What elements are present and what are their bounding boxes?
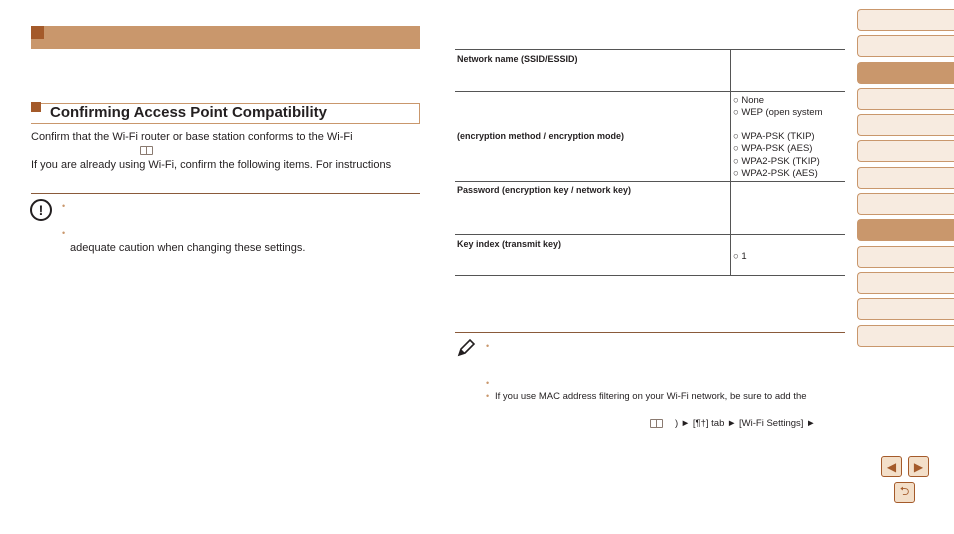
menu-path: ) ► [¶†] tab ► [Wi-Fi Settings] ► [675, 418, 816, 429]
arrow-right-icon: ▶ [913, 459, 924, 474]
arrow-left-icon: ◀ [886, 459, 897, 474]
notes-divider [455, 332, 845, 333]
book-icon[interactable] [650, 419, 663, 428]
table-option: ○ WPA2-PSK (TKIP) [733, 156, 820, 167]
next-page-button[interactable] [908, 456, 929, 477]
note-bullet-1: • [486, 341, 490, 351]
caution-divider [31, 193, 420, 194]
table-rule [455, 275, 845, 276]
table-column-divider [730, 49, 731, 275]
chapter-tab[interactable] [857, 114, 954, 136]
return-button[interactable] [894, 482, 915, 503]
chapter-tab[interactable] [857, 246, 954, 268]
chapter-tab-current[interactable] [857, 62, 954, 84]
intro-line-2: If you are already using Wi-Fi, confirm the following items. For instructions [31, 159, 392, 171]
prev-page-button[interactable] [881, 456, 902, 477]
chapter-header-bar [31, 26, 420, 49]
caution-bullet-1: • [62, 201, 66, 211]
table-option: ○ WEP (open system [733, 107, 823, 118]
chapter-header-marker [31, 26, 44, 39]
chapter-tab[interactable] [857, 298, 954, 320]
table-option: ○ None [733, 95, 765, 106]
book-icon[interactable] [140, 146, 153, 155]
note-bullet-3: • [486, 391, 490, 401]
table-option: ○ WPA2-PSK (AES) [733, 168, 818, 179]
table-row-header: Key index (transmit key) [457, 239, 562, 249]
chapter-tab[interactable] [857, 193, 954, 215]
caution-line: adequate caution when changing these settings. [70, 242, 306, 254]
intro-line-1: Confirm that the Wi-Fi router or base station conforms to the Wi-Fi [31, 131, 353, 143]
chapter-tab[interactable] [857, 325, 954, 347]
table-option: ○ WPA-PSK (TKIP) [733, 131, 815, 142]
return-icon: ⮌ [899, 484, 910, 498]
chapter-tab[interactable] [857, 35, 954, 57]
table-option: ○ WPA-PSK (AES) [733, 143, 813, 154]
table-row-header: Network name (SSID/ESSID) [457, 54, 578, 64]
table-rule [455, 181, 845, 182]
chapter-tab[interactable] [857, 140, 954, 162]
table-option: ○ 1 [733, 251, 747, 262]
table-rule [455, 49, 845, 50]
note-line-3: If you use MAC address filtering on your Wi-Fi network, be sure to add the [495, 391, 807, 402]
table-rule [455, 234, 845, 235]
note-bullet-2: • [486, 378, 490, 388]
table-rule [455, 91, 845, 92]
table-row-header: Password (encryption key / network key) [457, 185, 632, 195]
chapter-tab-current[interactable] [857, 219, 954, 241]
caution-bullet-2: • [62, 228, 66, 238]
chapter-tab[interactable] [857, 9, 954, 31]
chapter-tab[interactable] [857, 167, 954, 189]
section-heading-marker [31, 102, 41, 112]
chapter-tab[interactable] [857, 272, 954, 294]
section-title: Confirming Access Point Compatibility [50, 104, 327, 121]
table-row-header: (encryption method / encryption mode) [457, 131, 625, 141]
chapter-tab[interactable] [857, 88, 954, 110]
caution-icon: ! [30, 199, 52, 221]
pencil-icon [455, 337, 477, 359]
